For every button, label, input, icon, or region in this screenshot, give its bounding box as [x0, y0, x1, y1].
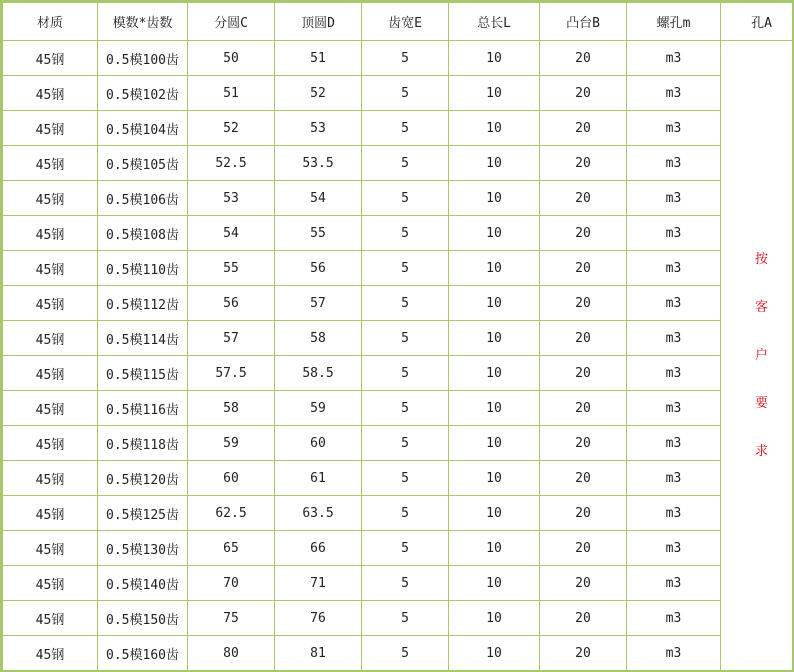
module-teeth-cell: 0.5模115齿 — [98, 356, 188, 391]
boss-cell: 20 — [540, 496, 627, 531]
module-teeth-cell: 0.5模102齿 — [98, 76, 188, 111]
pitch-diameter-cell: 70 — [188, 566, 275, 601]
header-row — [3, 3, 794, 41]
table-row — [3, 286, 794, 321]
material-cell: 45钢 — [3, 356, 98, 391]
pitch-diameter-cell: 57 — [188, 321, 275, 356]
screw-hole-cell: m3 — [627, 286, 721, 321]
boss-cell: 20 — [540, 286, 627, 321]
screw-hole-cell: m3 — [627, 566, 721, 601]
tip-diameter-cell: 71 — [275, 566, 362, 601]
total-length-cell: 10 — [449, 426, 540, 461]
module-teeth-cell: 0.5模130齿 — [98, 531, 188, 566]
table-row — [3, 531, 794, 566]
screw-hole-cell: m3 — [627, 636, 721, 671]
boss-cell: 20 — [540, 461, 627, 496]
material-cell: 45钢 — [3, 321, 98, 356]
table-row — [3, 181, 794, 216]
tip-diameter-cell: 63.5 — [275, 496, 362, 531]
boss-cell: 20 — [540, 321, 627, 356]
boss-cell: 20 — [540, 76, 627, 111]
material-cell: 45钢 — [3, 566, 98, 601]
boss-cell: 20 — [540, 566, 627, 601]
table-row — [3, 76, 794, 111]
screw-hole-cell: m3 — [627, 531, 721, 566]
pitch-diameter-cell: 59 — [188, 426, 275, 461]
total-length-cell: 10 — [449, 216, 540, 251]
tip-diameter-cell: 55 — [275, 216, 362, 251]
tooth-width-cell: 5 — [362, 251, 449, 286]
pitch-diameter-cell: 56 — [188, 286, 275, 321]
pitch-diameter-cell: 58 — [188, 391, 275, 426]
header-screw-hole: 螺孔m — [627, 3, 721, 41]
screw-hole-cell: m3 — [627, 181, 721, 216]
boss-cell: 20 — [540, 356, 627, 391]
screw-hole-cell: m3 — [627, 601, 721, 636]
table-row — [3, 426, 794, 461]
table-row — [3, 146, 794, 181]
boss-cell: 20 — [540, 181, 627, 216]
module-teeth-cell: 0.5模120齿 — [98, 461, 188, 496]
tip-diameter-cell: 59 — [275, 391, 362, 426]
table-row — [3, 356, 794, 391]
header-total-length: 总长L — [449, 3, 540, 41]
screw-hole-cell: m3 — [627, 391, 721, 426]
tooth-width-cell: 5 — [362, 286, 449, 321]
tooth-width-cell: 5 — [362, 146, 449, 181]
screw-hole-cell: m3 — [627, 496, 721, 531]
material-cell: 45钢 — [3, 216, 98, 251]
table-row — [3, 41, 794, 76]
tip-diameter-cell: 81 — [275, 636, 362, 671]
total-length-cell: 10 — [449, 76, 540, 111]
tooth-width-cell: 5 — [362, 496, 449, 531]
module-teeth-cell: 0.5模150齿 — [98, 601, 188, 636]
pitch-diameter-cell: 54 — [188, 216, 275, 251]
boss-cell: 20 — [540, 601, 627, 636]
gear-spec-table — [2, 2, 794, 671]
screw-hole-cell: m3 — [627, 461, 721, 496]
material-cell: 45钢 — [3, 426, 98, 461]
pitch-diameter-cell: 52 — [188, 111, 275, 146]
module-teeth-cell: 0.5模110齿 — [98, 251, 188, 286]
pitch-diameter-cell: 62.5 — [188, 496, 275, 531]
pitch-diameter-cell: 57.5 — [188, 356, 275, 391]
table-row — [3, 566, 794, 601]
screw-hole-cell: m3 — [627, 111, 721, 146]
bore-note-char: 按 — [754, 251, 768, 267]
pitch-diameter-cell: 65 — [188, 531, 275, 566]
table-row — [3, 216, 794, 251]
table-row — [3, 251, 794, 286]
material-cell: 45钢 — [3, 76, 98, 111]
total-length-cell: 10 — [449, 601, 540, 636]
tooth-width-cell: 5 — [362, 181, 449, 216]
pitch-diameter-cell: 51 — [188, 76, 275, 111]
header-boss: 凸台B — [540, 3, 627, 41]
screw-hole-cell: m3 — [627, 251, 721, 286]
boss-cell: 20 — [540, 426, 627, 461]
total-length-cell: 10 — [449, 286, 540, 321]
tip-diameter-cell: 76 — [275, 601, 362, 636]
table-row — [3, 391, 794, 426]
boss-cell: 20 — [540, 391, 627, 426]
header-bore: 孔A — [721, 3, 794, 41]
module-teeth-cell: 0.5模116齿 — [98, 391, 188, 426]
module-teeth-cell: 0.5模140齿 — [98, 566, 188, 601]
tip-diameter-cell: 56 — [275, 251, 362, 286]
tip-diameter-cell: 60 — [275, 426, 362, 461]
table-row — [3, 636, 794, 671]
module-teeth-cell: 0.5模125齿 — [98, 496, 188, 531]
material-cell: 45钢 — [3, 636, 98, 671]
material-cell: 45钢 — [3, 181, 98, 216]
boss-cell: 20 — [540, 251, 627, 286]
tip-diameter-cell: 53.5 — [275, 146, 362, 181]
header-module-teeth: 模数*齿数 — [98, 3, 188, 41]
pitch-diameter-cell: 52.5 — [188, 146, 275, 181]
material-cell: 45钢 — [3, 41, 98, 76]
tip-diameter-cell: 52 — [275, 76, 362, 111]
tooth-width-cell: 5 — [362, 636, 449, 671]
screw-hole-cell: m3 — [627, 426, 721, 461]
tooth-width-cell: 5 — [362, 216, 449, 251]
total-length-cell: 10 — [449, 111, 540, 146]
total-length-cell: 10 — [449, 41, 540, 76]
boss-cell: 20 — [540, 531, 627, 566]
header-material: 材质 — [3, 3, 98, 41]
module-teeth-cell: 0.5模100齿 — [98, 41, 188, 76]
pitch-diameter-cell: 50 — [188, 41, 275, 76]
material-cell: 45钢 — [3, 531, 98, 566]
tooth-width-cell: 5 — [362, 391, 449, 426]
tip-diameter-cell: 53 — [275, 111, 362, 146]
table-body — [3, 41, 794, 671]
material-cell: 45钢 — [3, 496, 98, 531]
bore-note-char: 求 — [754, 443, 768, 459]
bore-note-cell — [721, 41, 794, 671]
screw-hole-cell: m3 — [627, 356, 721, 391]
material-cell: 45钢 — [3, 461, 98, 496]
tooth-width-cell: 5 — [362, 426, 449, 461]
total-length-cell: 10 — [449, 636, 540, 671]
pitch-diameter-cell: 80 — [188, 636, 275, 671]
total-length-cell: 10 — [449, 251, 540, 286]
screw-hole-cell: m3 — [627, 41, 721, 76]
pitch-diameter-cell: 60 — [188, 461, 275, 496]
module-teeth-cell: 0.5模112齿 — [98, 286, 188, 321]
total-length-cell: 10 — [449, 146, 540, 181]
module-teeth-cell: 0.5模105齿 — [98, 146, 188, 181]
tip-diameter-cell: 58.5 — [275, 356, 362, 391]
material-cell: 45钢 — [3, 601, 98, 636]
module-teeth-cell: 0.5模114齿 — [98, 321, 188, 356]
header-tip-diameter: 顶圆D — [275, 3, 362, 41]
module-teeth-cell: 0.5模118齿 — [98, 426, 188, 461]
tooth-width-cell: 5 — [362, 566, 449, 601]
screw-hole-cell: m3 — [627, 146, 721, 181]
tooth-width-cell: 5 — [362, 601, 449, 636]
material-cell: 45钢 — [3, 111, 98, 146]
tooth-width-cell: 5 — [362, 111, 449, 146]
total-length-cell: 10 — [449, 566, 540, 601]
total-length-cell: 10 — [449, 356, 540, 391]
pitch-diameter-cell: 55 — [188, 251, 275, 286]
tooth-width-cell: 5 — [362, 321, 449, 356]
boss-cell: 20 — [540, 216, 627, 251]
module-teeth-cell: 0.5模106齿 — [98, 181, 188, 216]
tip-diameter-cell: 57 — [275, 286, 362, 321]
material-cell: 45钢 — [3, 146, 98, 181]
tip-diameter-cell: 54 — [275, 181, 362, 216]
boss-cell: 20 — [540, 146, 627, 181]
screw-hole-cell: m3 — [627, 76, 721, 111]
material-cell: 45钢 — [3, 391, 98, 426]
boss-cell: 20 — [540, 41, 627, 76]
total-length-cell: 10 — [449, 461, 540, 496]
boss-cell: 20 — [540, 111, 627, 146]
bore-note-char: 客 — [754, 299, 768, 315]
total-length-cell: 10 — [449, 321, 540, 356]
header-tooth-width: 齿宽E — [362, 3, 449, 41]
boss-cell: 20 — [540, 636, 627, 671]
tooth-width-cell: 5 — [362, 356, 449, 391]
bore-note-char: 要 — [754, 395, 768, 411]
module-teeth-cell: 0.5模160齿 — [98, 636, 188, 671]
pitch-diameter-cell: 53 — [188, 181, 275, 216]
total-length-cell: 10 — [449, 531, 540, 566]
screw-hole-cell: m3 — [627, 216, 721, 251]
header-pitch-diameter: 分圆C — [188, 3, 275, 41]
table-row — [3, 111, 794, 146]
tip-diameter-cell: 51 — [275, 41, 362, 76]
bore-note-char: 户 — [754, 347, 768, 363]
material-cell: 45钢 — [3, 251, 98, 286]
screw-hole-cell: m3 — [627, 321, 721, 356]
pitch-diameter-cell: 75 — [188, 601, 275, 636]
material-cell: 45钢 — [3, 286, 98, 321]
module-teeth-cell: 0.5模108齿 — [98, 216, 188, 251]
tooth-width-cell: 5 — [362, 76, 449, 111]
total-length-cell: 10 — [449, 496, 540, 531]
table-row — [3, 321, 794, 356]
tip-diameter-cell: 66 — [275, 531, 362, 566]
tip-diameter-cell: 61 — [275, 461, 362, 496]
tooth-width-cell: 5 — [362, 41, 449, 76]
table-row — [3, 496, 794, 531]
table-row — [3, 601, 794, 636]
table-row — [3, 461, 794, 496]
tooth-width-cell: 5 — [362, 531, 449, 566]
module-teeth-cell: 0.5模104齿 — [98, 111, 188, 146]
total-length-cell: 10 — [449, 181, 540, 216]
tip-diameter-cell: 58 — [275, 321, 362, 356]
total-length-cell: 10 — [449, 391, 540, 426]
tooth-width-cell: 5 — [362, 461, 449, 496]
